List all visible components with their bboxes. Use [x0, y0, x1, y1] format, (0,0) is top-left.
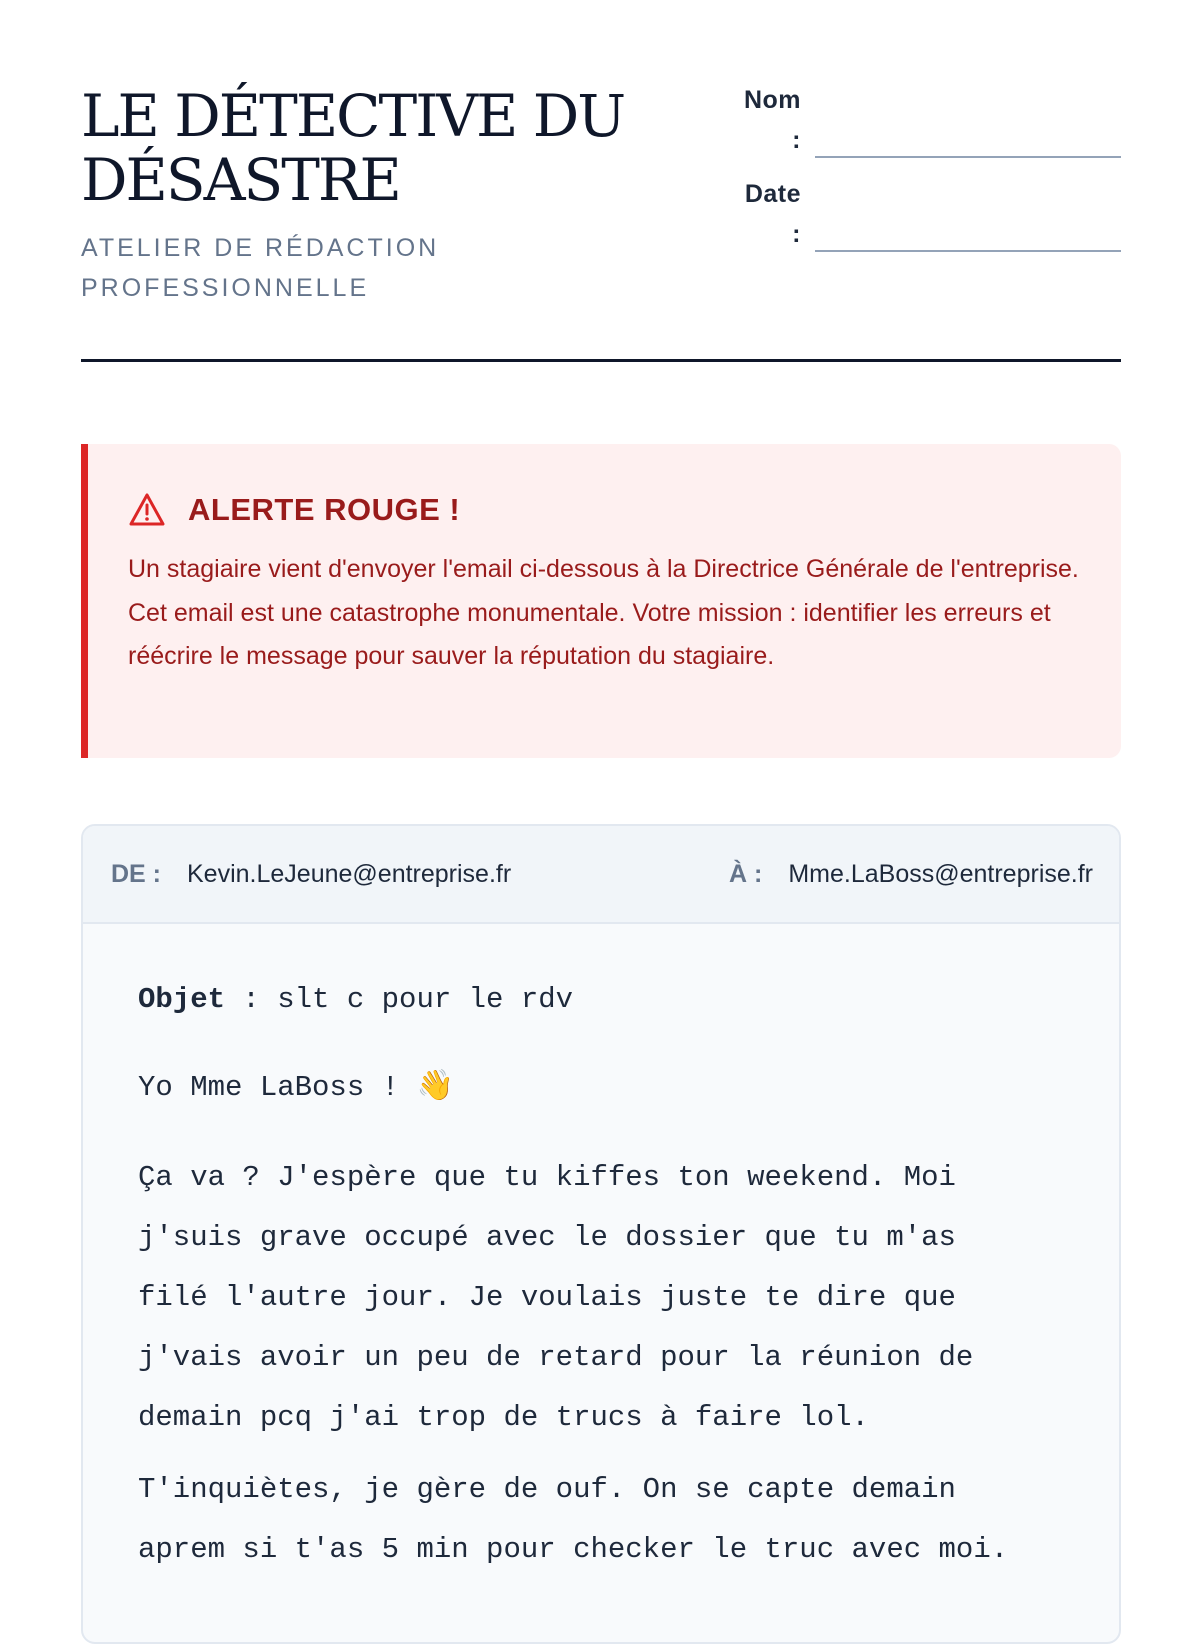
name-field — [739, 82, 1121, 160]
email-paragraph: T'inquiètes, je gère de ouf. On se capte demain aprem si t'as 5 min pour checker le truc avec moi. — [138, 1473, 1009, 1566]
worksheet-page — [81, 0, 1121, 1566]
alert-text: Un stagiaire vient d'envoyer l'email ci-dessous à la Directrice Générale de l'entreprise. Cet email est une catastrophe monumentale. Votre mission : identifier les erreurs et réécrire le message pour sauver la réputation du stagiaire. — [128, 555, 1079, 670]
email-subject — [138, 980, 1065, 1020]
red-alert-box — [81, 444, 1121, 758]
subject-text: : slt c pour le rdv — [225, 983, 574, 1016]
date-field-label: Date : — [744, 180, 801, 248]
email-from — [111, 860, 511, 889]
email-paragraph: Ça va ? J'espère que tu kiffes ton weekend. Moi j'suis grave occupé avec le dossier que tu m'as filé l'autre jour. Je voulais juste te dire que j'vais avoir un peu de retard pour la réunion de demain pcq j'ai trop de trucs à faire lol. — [138, 1161, 974, 1434]
page-title: LE DÉTECTIVE DU DÉSASTRE — [81, 82, 625, 214]
email-header — [83, 826, 1119, 924]
page-subtitle: ATELIER DE RÉDACTION PROFESSIONNELLE — [81, 234, 440, 302]
email-body — [83, 924, 1119, 1580]
alert-heading — [128, 488, 1081, 532]
subject-label: Objet — [138, 983, 226, 1016]
email-card — [81, 824, 1121, 1644]
to-label: À : — [729, 860, 763, 888]
greeting-text: Yo Mme LaBoss ! — [138, 1071, 417, 1104]
date-write-line[interactable] — [815, 236, 1121, 252]
name-write-line[interactable] — [815, 142, 1121, 158]
date-field — [739, 176, 1121, 254]
from-label: DE : — [111, 860, 161, 888]
name-field-label: Nom : — [743, 86, 801, 154]
email-to — [729, 860, 1093, 889]
email-greeting — [138, 1066, 1065, 1108]
waving-hand-icon: 👋 — [416, 1068, 454, 1103]
from-address: Kevin.LeJeune@entreprise.fr — [187, 860, 512, 888]
student-info-fields — [739, 82, 1121, 270]
warning-triangle-icon — [128, 492, 166, 528]
worksheet-header — [81, 0, 1121, 362]
alert-title: ALERTE ROUGE ! — [188, 492, 461, 527]
to-address: Mme.LaBoss@entreprise.fr — [788, 860, 1093, 888]
